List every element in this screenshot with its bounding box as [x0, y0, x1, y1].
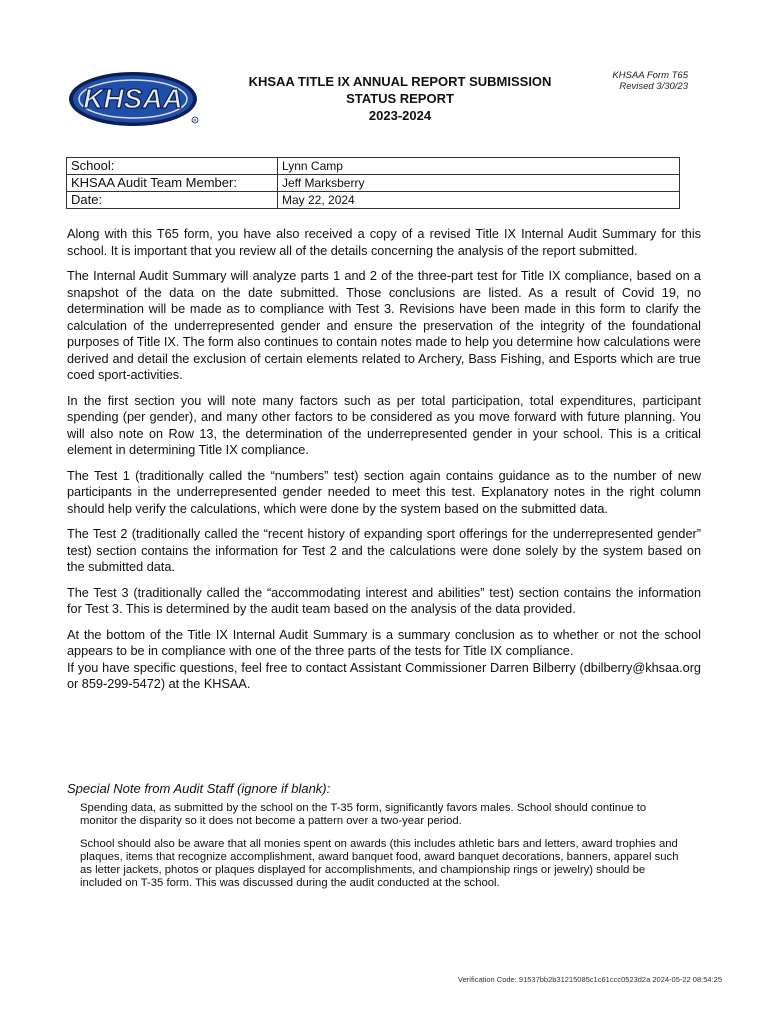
table-row	[67, 175, 680, 192]
table-row	[67, 158, 680, 175]
paragraph-test-3: The Test 3 (traditionally called the “accommodating interest and abilities” test) section contains the information for Test 3. This is determined by the audit team based on the analysis of the data provided.	[67, 585, 701, 616]
khsaa-logo-graphic	[66, 70, 204, 128]
special-note-heading: Special Note from Audit Staff (ignore if blank):	[67, 781, 331, 796]
paragraph-contact: If you have specific questions, feel free to contact Assistant Commissioner Darren Bilberry (dbilberry@khsaa.org or 859-299-5472) at the KHSAA.	[67, 660, 701, 691]
khsaa-logo	[66, 70, 204, 128]
audit-member-label: KHSAA Audit Team Member:	[67, 175, 278, 192]
form-revised-date: Revised 3/30/23	[619, 81, 688, 92]
paragraph-test-1: The Test 1 (traditionally called the “numbers” test) section again contains guidance as to the number of new participants in the underrepresented gender needed to meet this test. Explanatory notes in the right column should help verify the calculations, which were done by the system based on the submitted data.	[67, 468, 701, 516]
paragraph-internal-audit: The Internal Audit Summary will analyze parts 1 and 2 of the three-part test for Title IX compliance, based on a snapshot of the data on the date submitted. Those conclusions are listed. As a result of Covid 19, no determination will be made as to compliance with Test 3. Revisions have been made in this form to clarify the calculation of the underrepresented gender and ensure the preservation of the integrity of the foundational purposes of Title IX. The form also continues to contain notes made to help you determine how calculations were derived and detail the exclusion of certain elements related to Archery, Bass Fishing, and Esports which are true coed sport-activities.	[67, 269, 701, 382]
school-value: Lynn Camp	[278, 158, 680, 175]
form-number-label: KHSAA Form T65	[612, 70, 688, 81]
special-note-paragraph-1: Spending data, as submitted by the school on the T-35 form, significantly favors males. School should continue to monitor the disparity so it does not become a pattern over a two-year period.	[80, 802, 647, 827]
table-row	[67, 192, 680, 209]
paragraph-first-section: In the first section you will note many factors such as per total participation, total expenditures, participant spending (per gender), and many other factors to be considered as you move forward with future planning. You will also note on Row 13, the determination of the underrepresented gender in your school. This is a critical element in determining Title IX compliance.	[67, 393, 701, 457]
special-note-body	[80, 802, 680, 900]
form-number	[600, 70, 688, 92]
paragraph-test-2: The Test 2 (traditionally called the “recent history of expanding sport offerings for the underrepresented gender” test) section contains the information for Test 2 and the calculations were done solely by the system based on the submitted data.	[67, 527, 701, 574]
body-text	[67, 226, 701, 702]
date-label: Date:	[67, 192, 278, 209]
title-line-3: 2023-2024	[368, 108, 432, 123]
special-note-paragraph-2: School should also be aware that all monies spent on awards (this includes athletic bars and letters, award trophies and plaques, items that recognize accomplishment, award banquet food, award banquet decorations, banners, apparel such as letter jackets, photos or plaques displayed for accomplishments, and championship rings or jewelry) should be included on T-35 form. This was discussed during the audit conducted at the school.	[80, 838, 679, 889]
paragraph-summary: At the bottom of the Title IX Internal Audit Summary is a summary conclusion as to whether or not the school appears to be in compliance with one of the three parts of the tests for Title IX compliance.	[67, 627, 701, 658]
title-line-2: STATUS REPORT	[346, 91, 454, 106]
school-label: School:	[67, 158, 278, 175]
audit-member-value: Jeff Marksberry	[278, 175, 680, 192]
verification-code: Verification Code: 91537bb2b31215085c1c61ccc0523d2a 2024-05-22 08:54:25	[458, 975, 722, 984]
date-value: May 22, 2024	[278, 192, 680, 209]
title-line-1: KHSAA TITLE IX ANNUAL REPORT SUBMISSION	[248, 74, 552, 89]
svg-text:R: R	[193, 118, 197, 123]
paragraph-intro: Along with this T65 form, you have also received a copy of a revised Title IX Internal Audit Summary for this school. It is important that you review all of the details concerning the analysis of the report submitted.	[67, 227, 701, 258]
logo-text: KHSAA	[83, 83, 183, 114]
school-info-table	[66, 157, 680, 209]
report-title	[200, 73, 600, 124]
